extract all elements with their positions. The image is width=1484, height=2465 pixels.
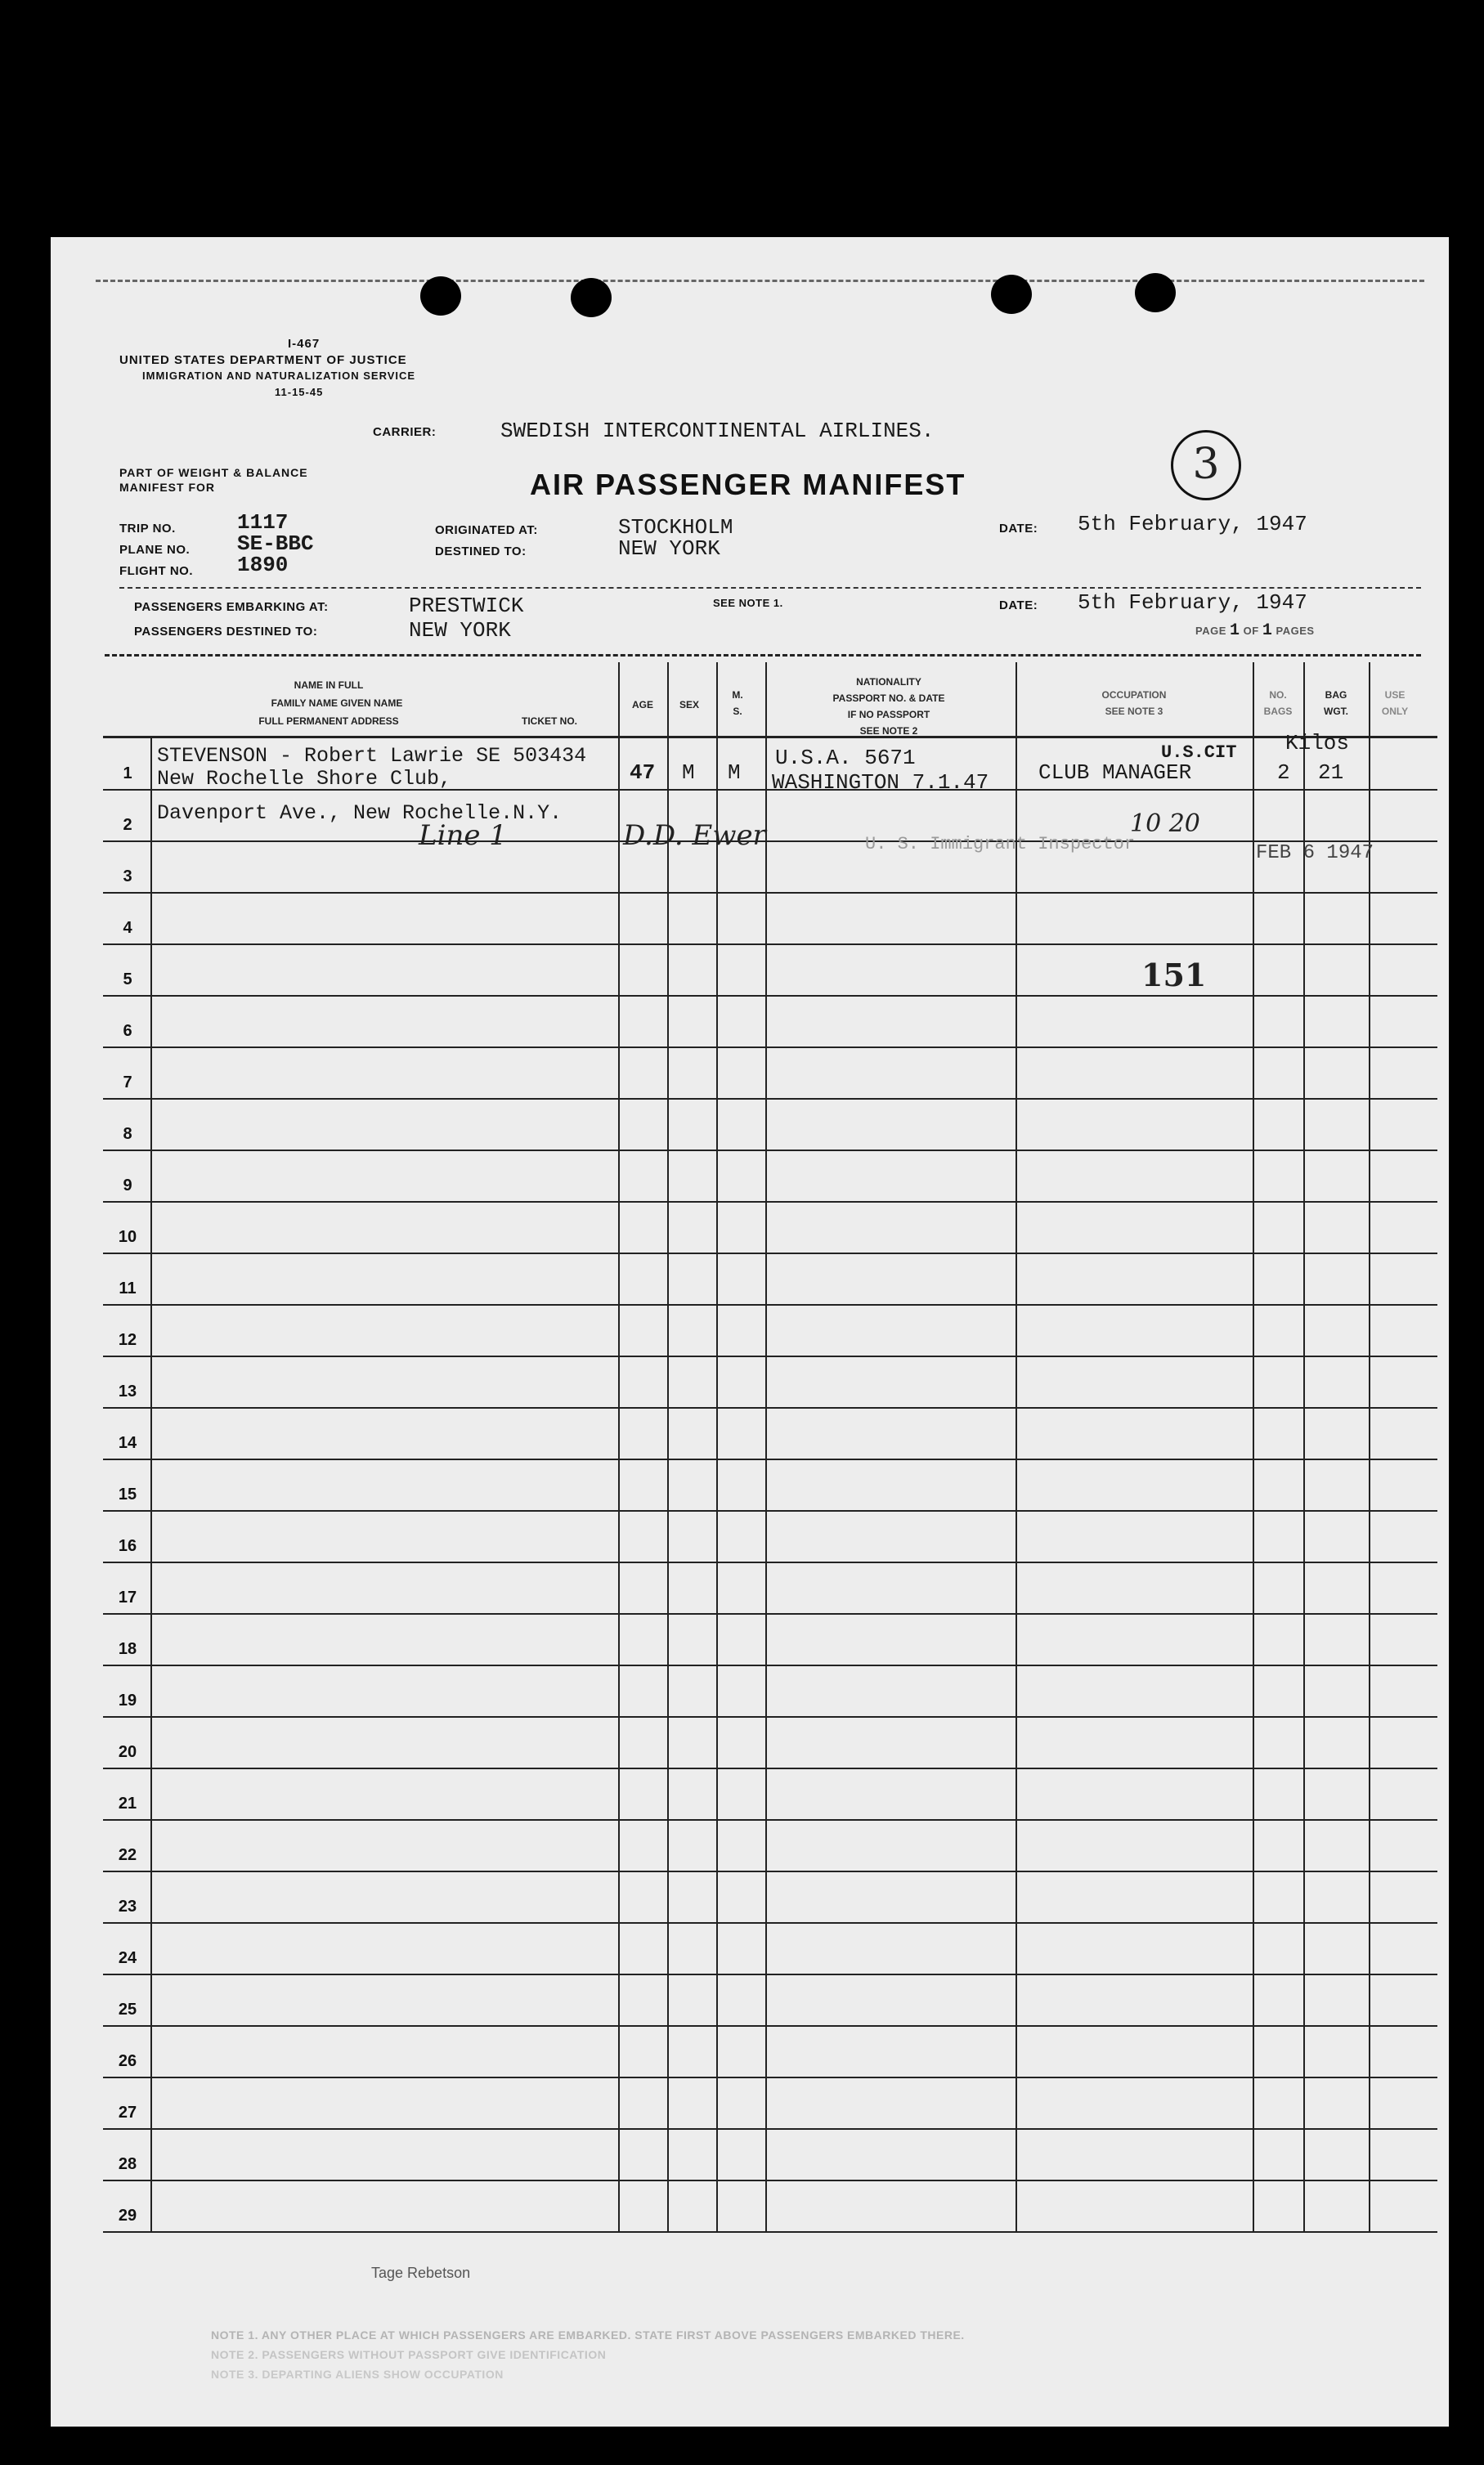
- table-row-line: [103, 892, 1437, 894]
- table-row-line: [103, 2128, 1437, 2130]
- page-prefix: PAGE: [1195, 625, 1226, 637]
- header-age: AGE: [631, 699, 653, 710]
- table-column-divider: [1369, 662, 1370, 2231]
- header-use: USE ONLY: [1381, 689, 1409, 717]
- table-row-line: [103, 2025, 1437, 2027]
- passenger-address-2: Davenport Ave., New Rochelle.N.Y.: [157, 801, 563, 825]
- table-column-divider: [618, 662, 620, 2231]
- table-column-divider: [150, 737, 152, 2231]
- weight-unit: Kilos: [1285, 731, 1350, 755]
- header-nationality: NATIONALITY PASSPORT NO. & DATE IF NO PASSPORT SEE NOTE 2: [832, 676, 945, 737]
- passenger-age: 47: [630, 760, 656, 785]
- table-row-line: [103, 1871, 1437, 1872]
- header-occupation: OCCUPATION SEE NOTE 3: [1101, 689, 1167, 717]
- row-number: 21: [118, 1795, 137, 1813]
- manifest-sheet: [51, 237, 1449, 2427]
- table-row-line: [103, 1768, 1437, 1769]
- destined-to-value: NEW YORK: [409, 618, 511, 643]
- table-row-line: [103, 1098, 1437, 1100]
- date-label: DATE:: [999, 522, 1038, 536]
- page-mark-circle: 3: [1171, 430, 1241, 500]
- table-row-line: [103, 1922, 1437, 1924]
- page-num: 1: [1230, 621, 1240, 640]
- table-column-divider: [716, 662, 718, 2231]
- passenger-count: 151: [1141, 957, 1207, 993]
- table-row-line: [103, 2180, 1437, 2181]
- header-weight: BAG WGT.: [1324, 689, 1348, 717]
- line-annotation: Line 1: [419, 819, 507, 852]
- table-row-line: [103, 840, 1437, 842]
- table-row-line: [103, 1562, 1437, 1563]
- table-row-line: [103, 1665, 1437, 1666]
- row-number: 28: [118, 2155, 137, 2173]
- footnote-1: NOTE 1. ANY OTHER PLACE AT WHICH PASSENGERS ARE EMBARKED. STATE FIRST ABOVE PASSENGERS EMBARKED THERE.: [211, 2328, 965, 2342]
- see-note-label: SEE NOTE 1.: [713, 597, 783, 609]
- row-number: 20: [118, 1743, 137, 1761]
- date-value: 5th February, 1947: [1078, 512, 1307, 536]
- flight-label: FLIGHT NO.: [119, 564, 193, 578]
- row-number: 27: [118, 2104, 137, 2122]
- row-number: 19: [118, 1692, 137, 1710]
- header-family-given: FAMILY NAME GIVEN NAME: [271, 697, 403, 709]
- row-number: 4: [123, 919, 132, 937]
- passenger-bags: 2: [1277, 760, 1290, 785]
- row-number: 8: [123, 1125, 132, 1143]
- inspector-stamp: U. S. Immigrant Inspector: [865, 834, 1136, 854]
- originated-label: ORIGINATED AT:: [435, 523, 538, 537]
- table-column-divider: [1253, 662, 1254, 2231]
- table-row-line: [103, 995, 1437, 997]
- row-number: 5: [123, 970, 132, 988]
- stamp-date: FEB 6 1947: [1256, 842, 1374, 864]
- inspector-signature: D.D. Ewer: [623, 819, 766, 852]
- embarking-label: PASSENGERS EMBARKING AT:: [134, 600, 329, 614]
- table-column-divider: [1303, 662, 1305, 2231]
- table-row-line: [103, 1253, 1437, 1254]
- page-count: [1195, 621, 1315, 640]
- destined-label: DESTINED TO:: [435, 545, 527, 558]
- header-name: NAME IN FULL: [294, 679, 364, 691]
- manifest-for-label: MANIFEST FOR: [119, 481, 215, 494]
- department-name: UNITED STATES DEPARTMENT OF JUSTICE: [119, 353, 407, 367]
- table-header-border: [103, 736, 1437, 738]
- row-number: 12: [118, 1331, 137, 1349]
- page-of: OF: [1243, 625, 1259, 637]
- punch-hole: [420, 276, 461, 316]
- passenger-passport-date: WASHINGTON 7.1.47: [772, 770, 989, 795]
- table-row-line: [103, 2077, 1437, 2078]
- flight-value: 1890: [237, 553, 289, 577]
- table-row-line: [103, 1613, 1437, 1615]
- row-number: 13: [118, 1383, 137, 1401]
- handwritten-time: 10 20: [1130, 809, 1200, 838]
- table-row-line: [103, 1150, 1437, 1151]
- date2-label: DATE:: [999, 598, 1038, 612]
- row-number: 9: [123, 1176, 132, 1194]
- table-row-line: [103, 1356, 1437, 1357]
- header-address: FULL PERMANENT ADDRESS: [258, 715, 399, 727]
- footer-signature: Tage Rebetson: [371, 2265, 471, 2281]
- row-number: 29: [118, 2207, 137, 2225]
- table-top-line: [105, 654, 1421, 657]
- date2-value: 5th February, 1947: [1078, 590, 1307, 615]
- table-row-line: [103, 2231, 1437, 2233]
- plane-label: PLANE NO.: [119, 543, 191, 557]
- page-suffix: PAGES: [1276, 625, 1315, 637]
- punch-hole: [571, 278, 612, 317]
- row-number: 26: [118, 2052, 137, 2070]
- row-number: 22: [118, 1846, 137, 1864]
- originated-value: STOCKHOLM: [618, 515, 733, 540]
- passenger-name: STEVENSON - Robert Lawrie SE 503434: [157, 744, 587, 768]
- plane-value: SE-BBC: [237, 531, 314, 556]
- row-number: 14: [118, 1434, 137, 1452]
- header-sex: SEX: [679, 699, 699, 710]
- row-number: 10: [118, 1228, 137, 1246]
- table-row-line: [103, 1819, 1437, 1821]
- page-total: 1: [1262, 621, 1273, 640]
- header-bags: NO. BAGS: [1263, 689, 1293, 717]
- row-number: 11: [119, 1280, 137, 1297]
- carrier-label: CARRIER:: [373, 425, 437, 439]
- passenger-weight: 21: [1318, 760, 1344, 785]
- table-row-line: [103, 1047, 1437, 1048]
- service-name: IMMIGRATION AND NATURALIZATION SERVICE: [142, 370, 416, 382]
- table-row-line: [103, 1459, 1437, 1460]
- punch-hole: [991, 275, 1032, 314]
- punch-hole: [1135, 273, 1176, 312]
- row-number: 24: [118, 1949, 137, 1967]
- row-number: 2: [123, 816, 132, 834]
- table-row-line: [103, 1510, 1437, 1512]
- carrier-value: SWEDISH INTERCONTINENTAL AIRLINES.: [500, 419, 935, 443]
- row-number: 15: [118, 1486, 137, 1504]
- weight-balance-label: PART OF WEIGHT & BALANCE: [119, 466, 308, 479]
- embarking-value: PRESTWICK: [409, 594, 524, 618]
- destined-to-label: PASSENGERS DESTINED TO:: [134, 625, 318, 639]
- passenger-sex: M: [682, 760, 695, 785]
- footnote-3: NOTE 3. DEPARTING ALIENS SHOW OCCUPATION: [211, 2368, 504, 2381]
- row-number: 16: [118, 1537, 137, 1555]
- row-number: 3: [123, 867, 132, 885]
- row-number: 18: [118, 1640, 137, 1658]
- destined-value: NEW YORK: [618, 536, 720, 561]
- table-row-line: [103, 1974, 1437, 1975]
- trip-label: TRIP NO.: [119, 522, 176, 536]
- table-row-line: [103, 1304, 1437, 1306]
- header-ms: M. S.: [732, 689, 743, 717]
- row-number: 25: [118, 2001, 137, 2019]
- passenger-occupation: CLUB MANAGER: [1038, 760, 1192, 785]
- perforation-line: [96, 280, 1424, 282]
- form-number: I-467: [288, 337, 321, 351]
- citizenship-stamp: U.S.CIT: [1161, 742, 1237, 763]
- footnote-2: NOTE 2. PASSENGERS WITHOUT PASSPORT GIVE IDENTIFICATION: [211, 2348, 607, 2361]
- passenger-nationality: U.S.A. 5671: [775, 746, 916, 770]
- table-column-divider: [667, 662, 669, 2231]
- table-column-divider: [1015, 662, 1017, 2231]
- passenger-marital: M: [728, 760, 741, 785]
- table-row-line: [103, 1407, 1437, 1409]
- header-ticket: TICKET NO.: [522, 715, 577, 727]
- table-row-line: [103, 1201, 1437, 1203]
- table-row-line: [103, 1716, 1437, 1718]
- table-column-divider: [765, 662, 767, 2231]
- page-title: AIR PASSENGER MANIFEST: [530, 468, 966, 501]
- row-number: 23: [118, 1898, 137, 1916]
- trip-value: 1117: [237, 510, 289, 535]
- divider-line: [119, 587, 1421, 589]
- form-date: 11-15-45: [275, 386, 324, 398]
- row-number: 7: [123, 1073, 132, 1091]
- row-number: 17: [118, 1589, 137, 1607]
- row-number: 1: [123, 764, 132, 782]
- passenger-address-1: New Rochelle Shore Club,: [157, 767, 452, 791]
- row-number: 6: [123, 1022, 132, 1040]
- table-row-line: [103, 943, 1437, 945]
